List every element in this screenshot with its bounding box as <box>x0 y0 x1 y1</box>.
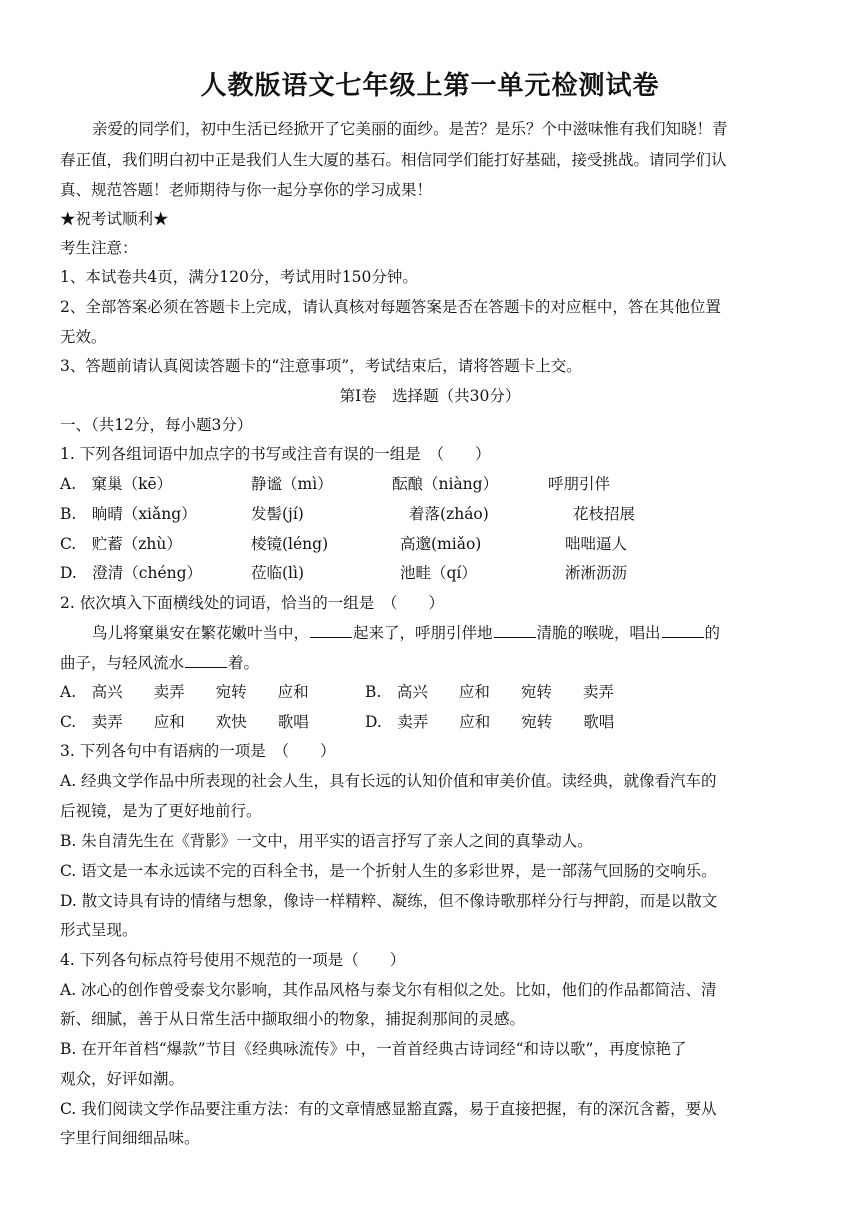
q1-option-c-1: C. 贮蓄（zhù） <box>60 535 182 553</box>
q3-option-a: A. 经典文学作品中所表现的社会人生，具有长远的认知价值和审美价值。读经典，就像看汽车的 <box>60 772 717 790</box>
q2-passage-line-1 <box>92 622 720 644</box>
q2-option-d: D. 卖弄 应和 宛转 歌唱 <box>365 713 615 731</box>
page-title: 人教版语文七年级上第一单元检测试卷 <box>200 71 660 101</box>
q2-text: 鸟儿将窠巢安在繁花嫩叶当中， <box>92 624 310 642</box>
question-3-stem: 3. 下列各句中有语病的一项是 （ ） <box>60 742 336 760</box>
part-heading: 第Ⅰ卷 选择题（共30分） <box>339 387 521 405</box>
q1-option-a-4: 呼朋引伴 <box>548 475 611 493</box>
q2-text: 着。 <box>228 654 260 672</box>
q2-option-c: C. 卖弄 应和 欢快 歌唱 <box>60 713 309 731</box>
q2-text: 清脆的喉咙，唱出 <box>536 624 661 642</box>
fill-blank <box>662 622 704 638</box>
intro-line-3: 真、规范答题！老师期待与你一起分享你的学习成果！ <box>60 181 433 199</box>
q1-option-a-2: 静谧（mì） <box>251 475 333 493</box>
fill-blank <box>310 622 352 638</box>
question-1-stem: 1. 下列各组词语中加点字的书写或注音有误的一组是 （ ） <box>60 445 491 463</box>
q1-option-b-4: 花枝招展 <box>573 505 636 523</box>
q1-option-b-3: 着落(zháo) <box>409 505 489 523</box>
notice-heading: 考生注意： <box>60 239 138 257</box>
q2-passage-line-2 <box>60 652 259 674</box>
q2-text: 的 <box>704 624 721 642</box>
notice-2-cont: 无效。 <box>60 328 107 346</box>
q1-option-b-2: 发髻(jí) <box>251 505 304 523</box>
wish-line: ★祝考试顺利★ <box>60 210 169 228</box>
q3-option-b: B. 朱自清先生在《背影》一文中，用平实的语言抒写了亲人之间的真挚动人。 <box>60 832 593 850</box>
q2-text: 起来了，呼朋引伴地 <box>353 624 493 642</box>
q2-text: 曲子，与轻风流水 <box>60 654 185 672</box>
section-heading: 一、（共12分，每小题3分） <box>60 416 253 434</box>
notice-1: 1、本试卷共4页，满分120分，考试用时150分钟。 <box>60 268 418 286</box>
q3-option-d: D. 散文诗具有诗的情绪与想象，像诗一样精粹、凝练，但不像诗歌那样分行与押韵，而是以散文 <box>60 892 718 910</box>
q3-option-c: C. 语文是一本永远读不完的百科全书，是一个折射人生的多彩世界，是一部荡气回肠的交响乐。 <box>60 862 717 880</box>
q4-option-c-cont: 字里行间细细品味。 <box>60 1129 200 1147</box>
q1-option-a-3: 酝酿（niàng） <box>392 475 499 493</box>
q1-option-c-4: 咄咄逼人 <box>565 535 628 553</box>
q1-option-d-4: 淅淅沥沥 <box>565 564 628 582</box>
q1-option-b-1: B. 晌晴（xiǎng） <box>60 505 197 523</box>
q4-option-b: B. 在开年首档“爆款”节目《经典咏流传》中，一首首经典古诗词经“和诗以歌”，再度惊艳了 <box>60 1040 687 1058</box>
q2-option-b: B. 高兴 应和 宛转 卖弄 <box>365 683 614 701</box>
q2-option-a: A. 高兴 卖弄 宛转 应和 <box>60 683 309 701</box>
q1-option-c-3: 高邈(miǎo) <box>400 535 482 553</box>
q4-option-a-cont: 新、细腻，善于从日常生活中撷取细小的物象，捕捉刹那间的灵感。 <box>60 1010 526 1028</box>
q1-option-d-2: 莅临(lì) <box>251 564 305 582</box>
q4-option-c: C. 我们阅读文学作品要注重方法：有的文章情感显豁直露，易于直接把握，有的深沉含蓄，要从 <box>60 1100 717 1118</box>
q4-option-a: A. 冰心的创作曾受泰戈尔影响，其作品风格与泰戈尔有相似之处。比如，他们的作品都简洁、清 <box>60 981 717 999</box>
q1-option-c-2: 棱镜(léng) <box>251 535 329 553</box>
q1-option-a-1: A. 窠巢（kē） <box>60 475 173 493</box>
intro-line-2: 春正值，我们明白初中正是我们人生大厦的基石。相信同学们能打好基础，接受挑战。请同学们认 <box>60 151 727 169</box>
q4-option-b-cont: 观众，好评如潮。 <box>60 1070 185 1088</box>
q3-option-d-cont: 形式呈现。 <box>60 921 138 939</box>
fill-blank <box>494 622 536 638</box>
intro-line-1: 亲爱的同学们，初中生活已经掀开了它美丽的面纱。是苦？是乐？个中滋味惟有我们知晓！青 <box>92 120 728 138</box>
question-4-stem: 4. 下列各句标点符号使用不规范的一项是（ ） <box>60 951 406 969</box>
q1-option-d-1: D. 澄清（chéng） <box>60 564 203 582</box>
q1-option-d-3: 池畦（qí） <box>400 564 477 582</box>
q3-option-a-cont: 后视镜，是为了更好地前行。 <box>60 802 262 820</box>
notice-3: 3、答题前请认真阅读答题卡的“注意事项”，考试结束后，请将答题卡上交。 <box>60 357 582 375</box>
notice-2: 2、全部答案必须在答题卡上完成，请认真核对每题答案是否在答题卡的对应框中，答在其他位置 <box>60 298 721 316</box>
question-2-stem: 2. 依次填入下面横线处的词语，恰当的一组是 （ ） <box>60 594 444 612</box>
fill-blank <box>185 652 227 668</box>
